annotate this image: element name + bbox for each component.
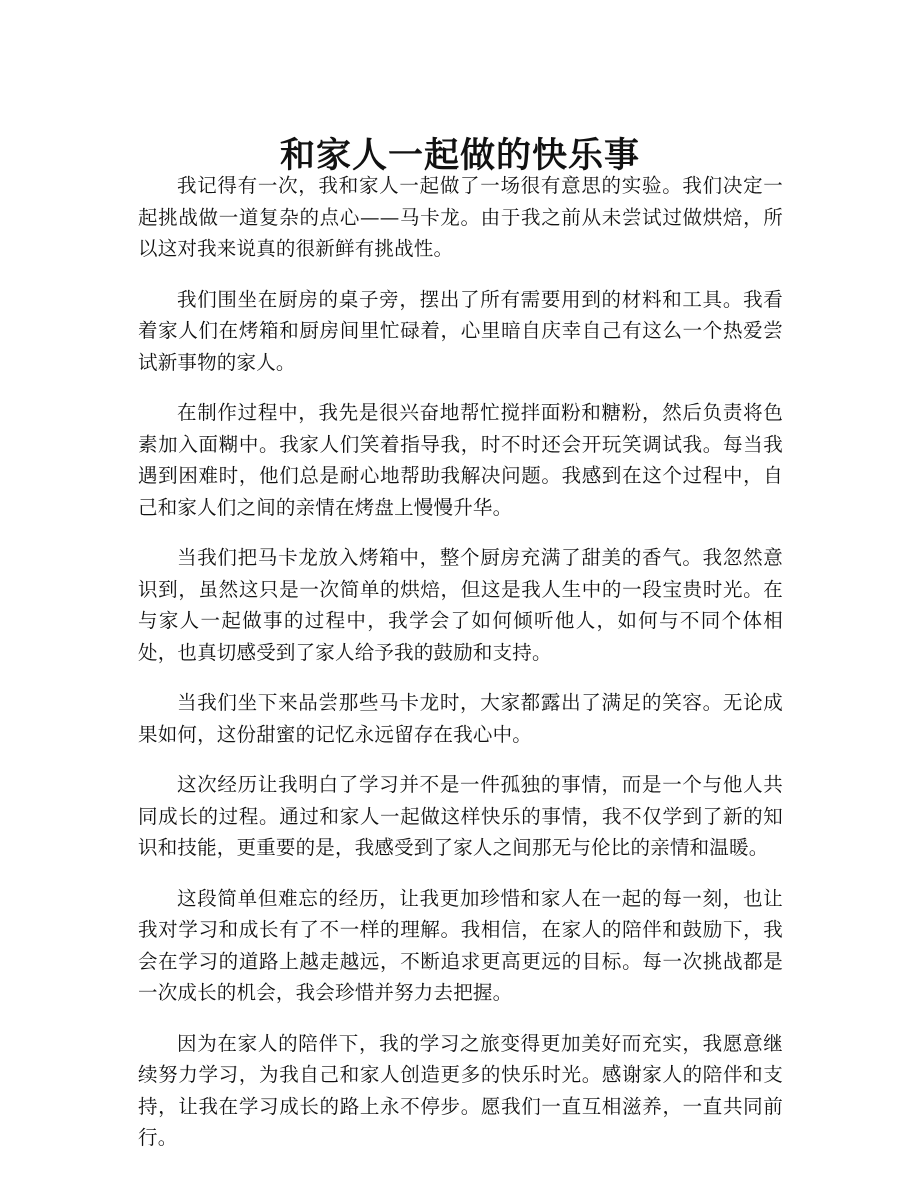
- paragraph-8: 因为在家人的陪伴下，我的学习之旅变得更加美好而充实，我愿意继续努力学习，为我自己和家人创造更多的快乐时光。感谢家人的陪伴和支持，让我在学习成长的路上永不停步。愿我们一直互相滋养，一直共同前行。: [138, 1031, 783, 1149]
- paragraph-6: 这次经历让我明白了学习并不是一件孤独的事情，而是一个与他人共同成长的过程。通过和家人一起做这样快乐的事情，我不仅学到了新的知识和技能，更重要的是，我感受到了家人之间那无与伦比的亲情和温暖。: [138, 773, 783, 859]
- paragraph-2: 我们围坐在厨房的桌子旁，摆出了所有需要用到的材料和工具。我看着家人们在烤箱和厨房间里忙碌着，心里暗自庆幸自己有这么一个热爱尝试新事物的家人。: [138, 287, 783, 374]
- paragraph-3: 在制作过程中，我先是很兴奋地帮忙搅拌面粉和糖粉，然后负责将色素加入面糊中。我家人们笑着指导我，时不时还会开玩笑调试我。每当我遇到困难时，他们总是耐心地帮助我解决问题。我感到在这个过程中，自己和家人们之间的亲情在烤盘上慢慢升华。: [138, 401, 783, 519]
- document-body: [138, 170, 783, 1173]
- paragraph-7: 这段简单但难忘的经历，让我更加珍惜和家人在一起的每一刻，也让我对学习和成长有了不一样的理解。我相信，在家人的陪伴和鼓励下，我会在学习的道路上越走越远，不断追求更高更远的目标。每一次挑战都是一次成长的机会，我会珍惜并努力去把握。: [138, 886, 783, 1004]
- paragraph-5: 当我们坐下来品尝那些马卡龙时，大家都露出了满足的笑容。无论成果如何，这份甜蜜的记忆永远留存在我心中。: [138, 691, 783, 746]
- paragraph-4: 当我们把马卡龙放入烤箱中，整个厨房充满了甜美的香气。我忽然意识到，虽然这只是一次简单的烘焙，但这是我人生中的一段宝贵时光。在与家人一起做事的过程中，我学会了如何倾听他人，如何与不同个体相处，也真切感受到了家人给予我的鼓励和支持。: [138, 546, 783, 664]
- paragraph-1: 我记得有一次，我和家人一起做了一场很有意思的实验。我们决定一起挑战做一道复杂的点心——马卡龙。由于我之前从未尝试过做烘焙，所以这对我来说真的很新鲜有挑战性。: [138, 174, 783, 260]
- document-title: 和家人一起做的快乐事: [279, 136, 640, 177]
